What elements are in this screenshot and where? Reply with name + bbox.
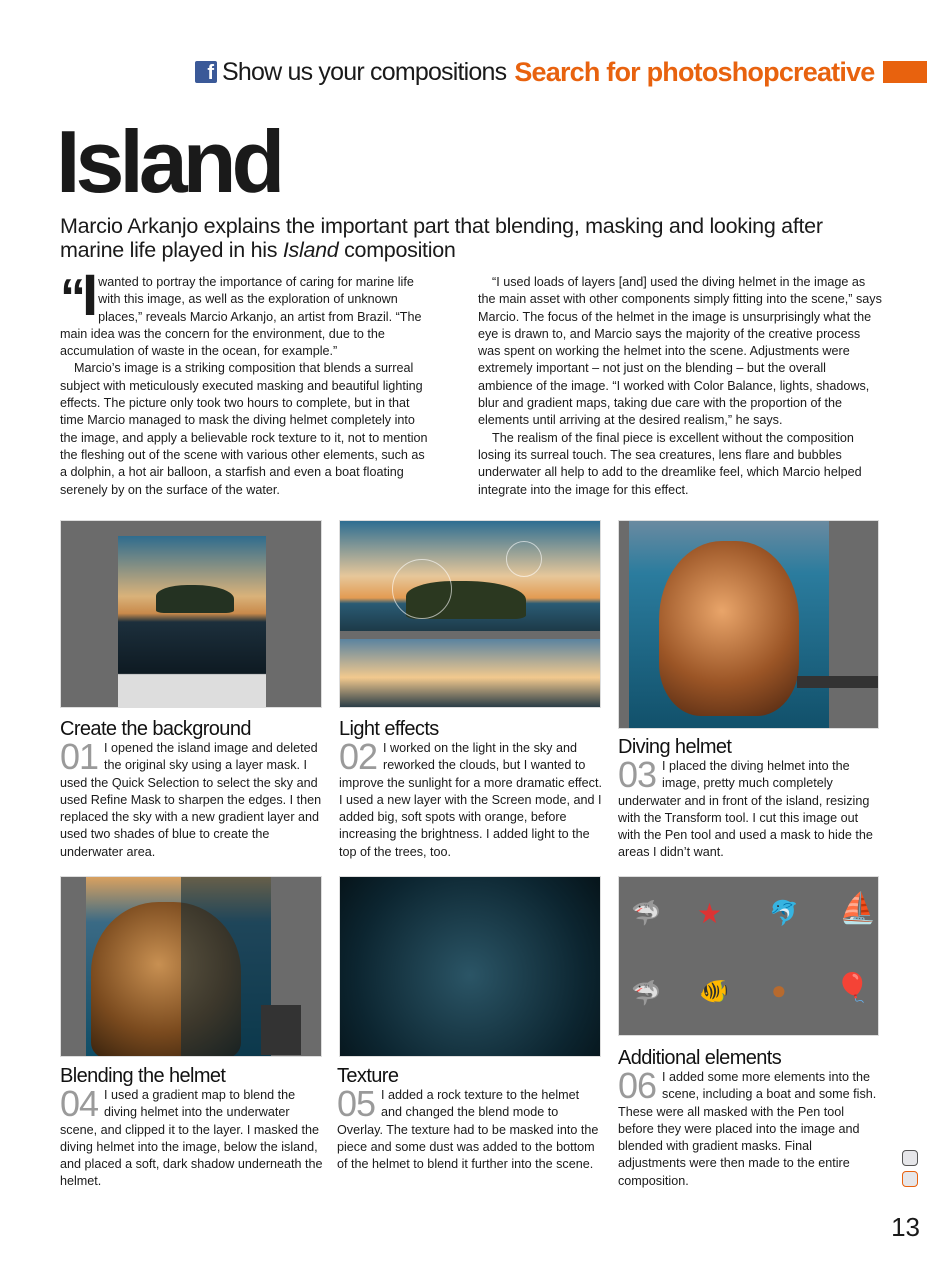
- quote-mark: [60, 263, 95, 328]
- step-text: I worked on the light in the sky and reworked the clouds, but I wanted to improve the sunlight for a more dramatic effect. I used a new layer with the Screen mode, and I added big, soft spots with orange, before increasing the brightness. I added light to the top of the trees, too.: [339, 741, 602, 859]
- step-04-image: [60, 876, 322, 1057]
- step-02-image: [339, 520, 601, 708]
- step-02: [339, 718, 604, 861]
- balloon-icon: 🎈: [835, 972, 870, 1003]
- header-banner: [195, 56, 948, 88]
- nav-button-next[interactable]: [902, 1171, 918, 1187]
- step-title: Create the background: [60, 718, 251, 740]
- step-05: [337, 1065, 602, 1173]
- social-text: Show us your compositions: [222, 57, 507, 86]
- subtitle-text: Marcio Arkanjo explains the important part that blending, masking and looking after marine life played in his: [60, 214, 823, 262]
- step-05-image: [339, 876, 601, 1057]
- body-column-2: [478, 274, 883, 499]
- step-number: 05: [337, 1083, 376, 1124]
- step-text: I opened the island image and deleted the original sky using a layer mask. I used the Quick Selection to select the sky and used Refine Mask to sharpen the edges. I then replaced the sky with a new gradient layer and used two shades of blue to create the underwater area.: [60, 741, 322, 859]
- paragraph: The realism of the final piece is excellent without the composition losing its surreal touch. The sea creatures, lens flare and bubbles underwater all help to add to the dreamlike feel, which Marcio helped integrate into the image for this effect.: [478, 430, 862, 497]
- step-01: [60, 718, 325, 861]
- quote-glyph: “: [60, 269, 82, 327]
- step-title: Blending the helmet: [60, 1065, 226, 1087]
- dolphin-icon: 🐬: [769, 900, 799, 927]
- starfish-icon: ★: [697, 898, 723, 929]
- shark-icon: 🦈: [631, 980, 661, 1007]
- search-text: Search for photoshopcreative: [514, 56, 875, 87]
- step-01-image: [60, 520, 322, 708]
- body-column-1: [60, 263, 435, 499]
- step-03: [618, 736, 880, 862]
- page-number: 13: [891, 1212, 920, 1242]
- step-title: Texture: [337, 1065, 399, 1087]
- step-title: Additional elements: [618, 1047, 782, 1069]
- step-06: [618, 1047, 880, 1190]
- step-text: I placed the diving helmet into the image, pretty much completely underwater and in front of the island, resizing with the Transform tool. I cut this image out with the Pen tool and used a mask to hide the areas I didn’t want.: [618, 759, 873, 860]
- nav-button-prev[interactable]: [902, 1150, 918, 1166]
- step-text: I added some more elements into the scene, including a boat and some fish. These were all masked with the Pen tool before they were placed into the image and blended with gradient masks. Final adjustments were then made to the entire composition.: [618, 1070, 877, 1188]
- step-number: 06: [618, 1065, 657, 1106]
- step-03-image: [618, 520, 879, 729]
- helmet-icon: ●: [771, 975, 787, 1005]
- step-title: Light effects: [339, 718, 439, 740]
- drop-cap: I: [82, 263, 95, 328]
- step-number: 01: [60, 736, 99, 777]
- step-number: 03: [618, 754, 657, 795]
- accent-bar: [883, 61, 927, 83]
- facebook-icon: f: [195, 61, 217, 83]
- step-number: 02: [339, 736, 378, 777]
- step-number: 04: [60, 1083, 99, 1124]
- step-title: Diving helmet: [618, 736, 732, 758]
- step-text: I used a gradient map to blend the diving helmet into the underwater scene, and clipped it to the layer. I masked the diving helmet into the image, below the island, and placed a soft, dark shadow underneath the helmet.: [60, 1088, 323, 1189]
- paragraph: wanted to portray the importance of caring for marine life with this image, as well as the exploration of unknown places,” reveals Marcio Arkanjo, an artist from Brazil. “The main idea was the concern for the environment, due to the accumulation of waste in the ocean, for example.”: [60, 275, 422, 359]
- article-title: Island: [56, 112, 281, 211]
- subtitle-italic: Island: [282, 238, 339, 262]
- paragraph: Marcio’s image is a striking composition that blends a surreal subject with meticulously executed masking and beautiful lighting effects. The picture only took two hours to complete, but in that time Marcio managed to mask the diving helmet completely into the image, and apply a believable rock texture to it, not to mention the fleshing out of the scene with various other elements, such as a dolphin, a hot air balloon, a starfish and even a boat floating serenely by on the surface of the water.: [60, 361, 428, 497]
- sailboat-icon: ⛵: [839, 892, 877, 925]
- article-subtitle: [60, 214, 890, 262]
- step-06-image: [618, 876, 879, 1036]
- shark-icon: 🦈: [631, 900, 661, 927]
- step-text: I added a rock texture to the helmet and changed the blend mode to Overlay. The texture had to be masked into the piece and some dust was added to the bottom of the helmet to blend it further into the scene.: [337, 1088, 599, 1172]
- subtitle-end: composition: [338, 238, 456, 262]
- step-04: [60, 1065, 325, 1191]
- paragraph: “I used loads of layers [and] used the diving helmet in the image as the main asset with other components simply fitting into the scene,” says Marcio. The focus of the helmet in the image is unsurprisingly what the eye is drawn to, and Marcio says the majority of the creative process was spent on working the helmet into the scene. Adjustments were extremely important – not just on the blending – but the overall ambience of the image. “I worked with Color Balance, lights, shadows, blur and gradient maps, taking due care with the proportion of the elements until arriving at the desired realism,” he says.: [478, 275, 882, 428]
- fish-icon: 🐠: [699, 978, 729, 1005]
